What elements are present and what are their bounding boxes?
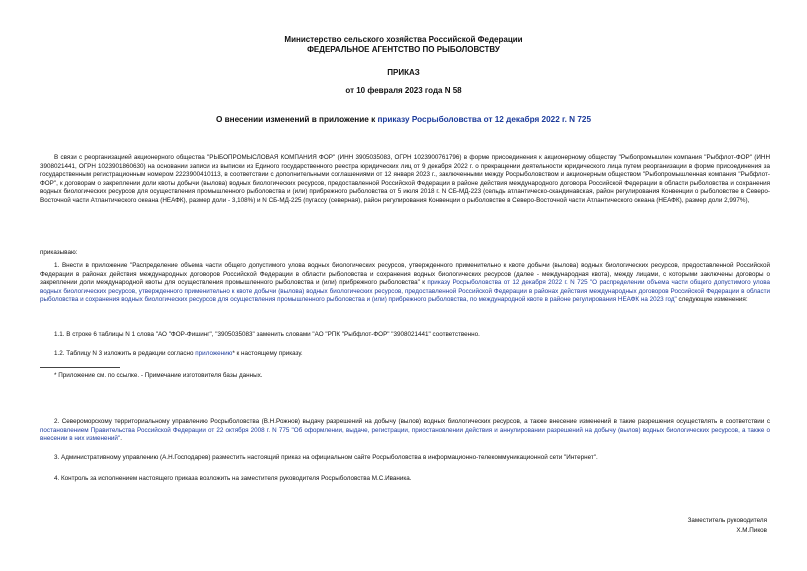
signer-position: Заместитель руководителя (687, 517, 767, 524)
item-1-2-text: 1.2. Таблицу N 3 изложить в редакции согласно (54, 350, 196, 357)
item-1-2-tail: * к настоящему приказу. (232, 350, 303, 357)
item-2-tail: . (120, 435, 122, 443)
signer-name: Х.М.Пиков (736, 527, 767, 534)
item-1-2 (54, 350, 303, 359)
page-title (0, 115, 807, 125)
order-725-link[interactable]: приказу Росрыболовства от 12 декабря 2022 г. N 725 (377, 115, 592, 124)
agency-name: ФЕДЕРАЛЬНОЕ АГЕНТСТВО ПО РЫБОЛОВСТВУ (307, 45, 500, 54)
item-1-paragraph (40, 262, 770, 305)
title-text: О внесении изменений в приложение к (215, 115, 378, 124)
item-4: 4. Контроль за исполнением настоящего приказа возложить на заместителя руководителя Росрыболовства М.С.Иваника. (54, 475, 412, 482)
item-1-text: 1. Внести в приложение "Распределение объема части общего допустимого улова водных биологических ресурсов, утвержденного применительно к квоте добычи (вылова) водных биологических ресурсов, предоставленной Российской Федерации в районах действия международных договоров Российской Федерации в области рыболовства и сохранения водных биологических ресурсов (далее - международная квота), между лицами, с которыми заключены договоры о закреплении доли международной квоты для осуществления промышленного рыболовства и (или) прибрежного рыболовства" к (40, 262, 770, 287)
doc-type: ПРИКАЗ (387, 68, 420, 77)
item-2-paragraph (40, 418, 770, 444)
appendix-link[interactable]: приложению (195, 350, 233, 357)
item-1-tail: следующие изменения: (676, 296, 748, 304)
order-725-link-2[interactable]: приказу Росрыболовства от 12 декабря 2022 г. N 725 "О распределении объема части общего допустимого улова водных биологических ресурсов, утвержденного применительно к квоте добычи (вылова) водных биологических ресурсов, предоставленной Российской Федерации в районах действия международных договоров Российской Федерации в области рыболовства и сохранения водных биологических ресурсов для осуществления промышленного рыболовства и (или) прибрежного рыболовства, по международной квоте в районе регулирования НЕАФК на 2023 год" (40, 279, 770, 304)
item-2-text: 2. Североморскому территориальному управлению Росрыболовства (В.Н.Рожнов) выдачу разрешений на добычу (вылов) водных биологических ресурсов, а также внесение изменений в такие разрешения осуществлять в соответствии с (54, 418, 770, 425)
item-1-1: 1.1. В строке 6 таблицы N 1 слова "АО "ФОР-Фишинг", "3905035083" заменить словами "АО "РПК "Рыбфлот-ФОР" "3908021441" соответственно. (54, 331, 480, 338)
preamble-paragraph: В связи с реорганизацией акционерного общества "РЫБОПРОМЫСЛОВАЯ КОМПАНИЯ ФОР" (ИНН 3905035083, ОГРН 1023900761796) в форме присоединения к акционерному обществу "Рыбопромышлен компания "Рыбфлот-ФОР" (ИНН 3908021441, ОГРН 1023901860630) на основании записи из выписки из Единого государственного реестра юридических лиц от 9 декабря 2022 г. о прекращении деятельности юридического лица путем реорганизации в форме присоединения за государственным регистрационным номером 2223900410113, в соответствии с дополнительными соглашениями от 12 января 2023 г., заключенными между Росрыболовством и акционерным обществом "Рыбопромышленная компания "Рыбфлот-ФОР", к договорам о закреплении доли квоты добычи (вылова) водных биологических ресурсов, предоставленной Российской Федерации в районе действия международного договора Российской Федерации в области рыболовства и сохранения водных биологических ресурсов для осуществления промышленного рыболовства и (или) прибрежного рыболовства от 5 июля 2018 г. N СБ-МД-223 (сельдь атлантическо-скандинавская, район регулирования Конвенции о рыболовстве в Северо-Восточной части Атлантического океана (НЕАФК), размер доли - 3,108%) и N СБ-МД-225 (пугассу (северная), район регулирования Конвенции о рыболовстве в Северо-Восточной части Атлантического океана (НЕАФК), размер доли 2,997%), (40, 154, 770, 204)
resolution-775-link[interactable]: постановлением Правительства Российской Федерации от 22 октября 2008 г. N 775 "Об оформлении, выдаче, регистрации, приостановлении действия и аннулировании разрешений на добычу (вылов) водных биологических ресурсов, а также о внесении в них изменений" (40, 426, 770, 443)
footnote: * Приложение см. по ссылке. - Примечание изготовителя базы данных. (54, 372, 263, 379)
footnote-divider (40, 367, 120, 368)
doc-date-number: от 10 февраля 2023 года N 58 (345, 86, 462, 95)
item-3: 3. Административному управлению (А.Н.Господарев) разместить настоящий приказ на официальном сайте Росрыболовства в информационно-телекоммуникационной сети "Интернет". (54, 454, 598, 461)
order-word: приказываю: (40, 249, 78, 256)
ministry-name: Министерство сельского хозяйства Российской Федерации (284, 35, 523, 44)
